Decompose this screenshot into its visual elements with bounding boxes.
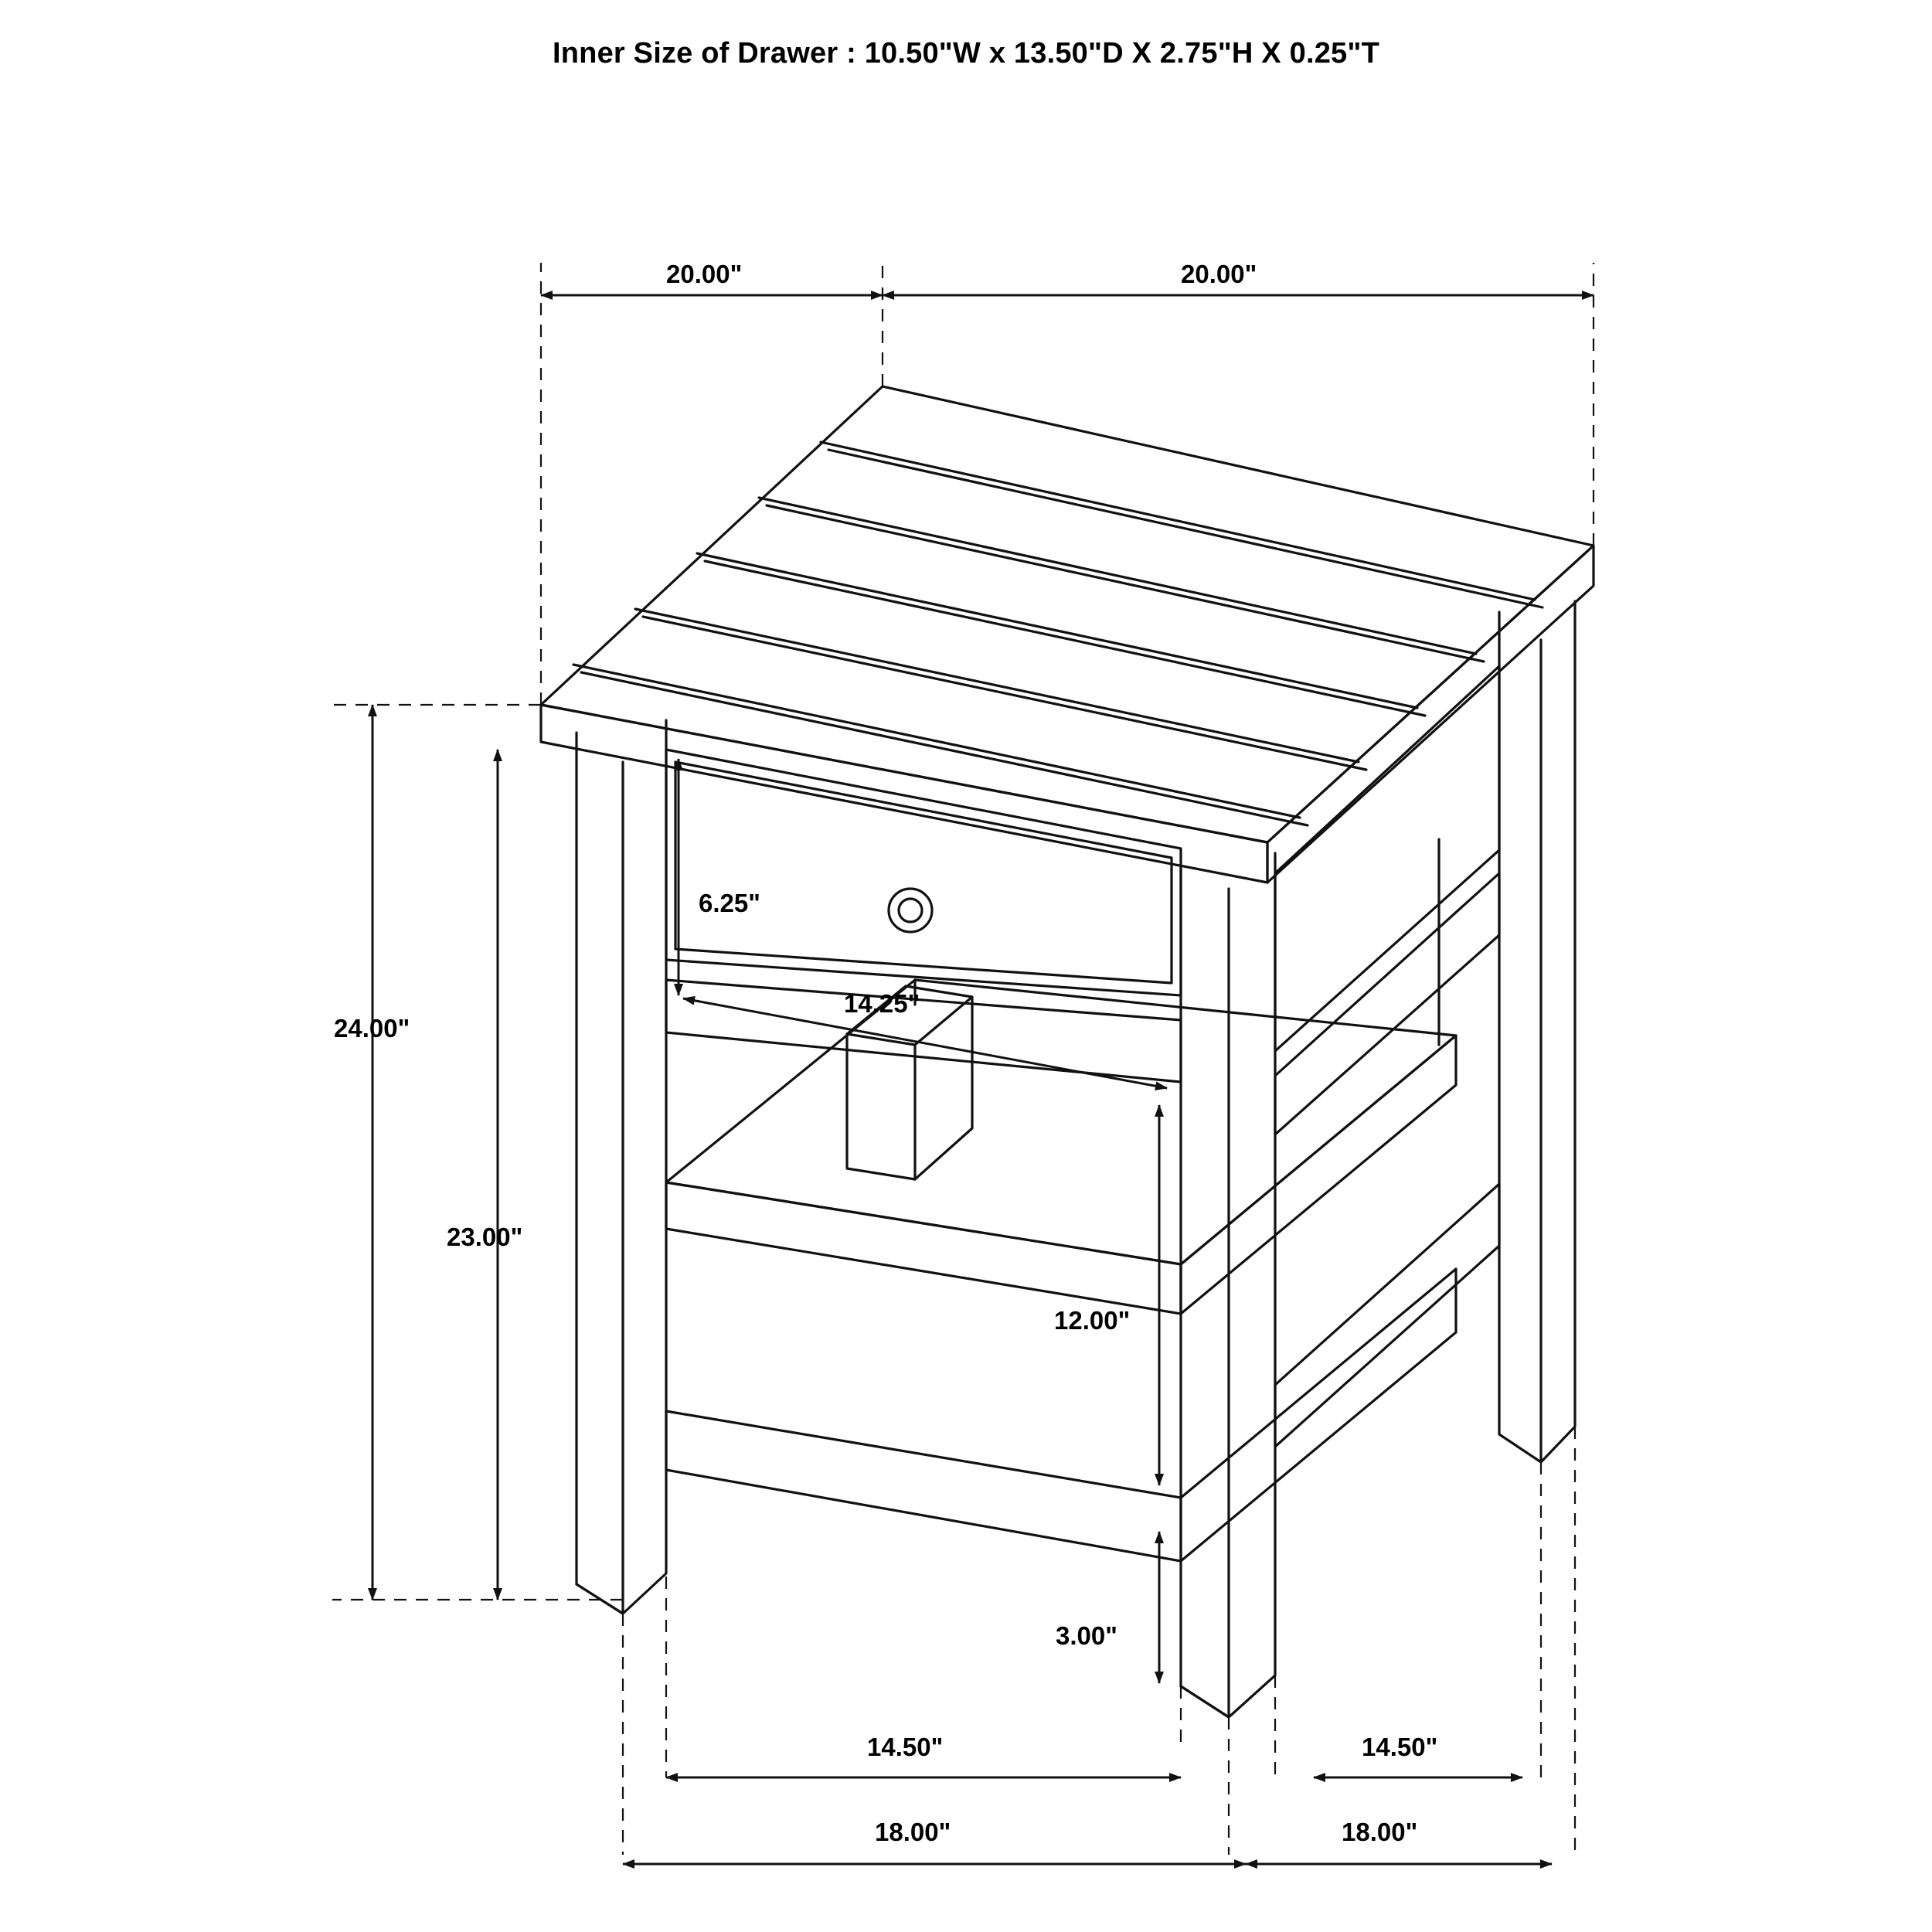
dim-label-drawer-face-height: 6.25" — [699, 889, 760, 917]
front-right-leg — [1181, 853, 1275, 1717]
lower-shelf — [666, 980, 1456, 1314]
dim-arrow-drawer-width — [683, 998, 1167, 1088]
rear-right-leg — [1499, 601, 1575, 1462]
front-apron-left — [666, 980, 1181, 1082]
dim-label-top-width-right: 20.00" — [1181, 260, 1257, 288]
dimension-arrows — [372, 295, 1594, 1864]
table-geometry — [541, 386, 1594, 1717]
dim-label-base-right: 14.50" — [1362, 1733, 1438, 1761]
drawer-front — [666, 750, 1181, 995]
extension-lines — [332, 263, 1594, 1855]
dim-label-shelf-clearance: 12.00" — [1054, 1306, 1131, 1335]
dim-label-base-left: 14.50" — [867, 1733, 944, 1761]
right-side-panel — [1275, 666, 1499, 1134]
page-title: Inner Size of Drawer : 10.50"W x 13.50"D X 2.75"H X 0.25"T — [553, 37, 1379, 70]
dim-label-bottom-height: 3.00" — [1056, 1621, 1117, 1650]
bottom-stretcher-right — [1275, 1184, 1499, 1447]
dim-label-drawer-face-width: 14.25" — [844, 989, 920, 1018]
front-left-leg — [577, 720, 666, 1614]
table-top — [541, 386, 1594, 883]
dim-label-overall-height: 24.00" — [334, 1014, 410, 1043]
dim-label-top-width-left: 20.00" — [666, 260, 743, 288]
dim-label-footprint-left: 18.00" — [875, 1818, 951, 1846]
dim-label-footprint-right: 18.00" — [1342, 1818, 1418, 1846]
dim-label-height-23: 23.00" — [447, 1223, 523, 1251]
